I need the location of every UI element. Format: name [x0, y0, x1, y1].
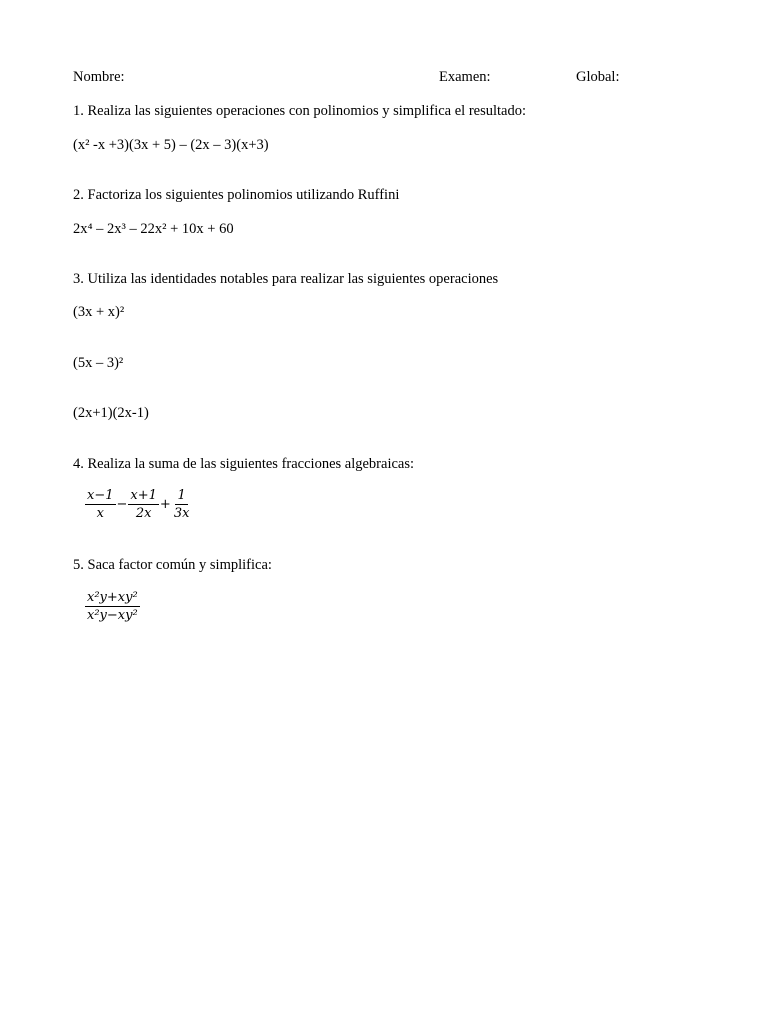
question-5-fraction: [85, 591, 140, 622]
question-1-prompt: 1. Realiza las siguientes operaciones con polinomios y simplifica el resultado:: [73, 103, 527, 119]
fraction-1: [85, 489, 116, 520]
question-3-prompt: 3. Utiliza las identidades notables para realizar las siguientes operaciones: [73, 271, 499, 287]
fraction-1-numerator: x−1: [87, 488, 114, 503]
fraction-3: [172, 489, 192, 520]
examen-label: Examen:: [439, 69, 491, 85]
question-3-expression-b: (5x – 3)²: [73, 355, 124, 371]
global-label: Global:: [576, 69, 620, 85]
question-4-prompt: 4. Realiza la suma de las siguientes fracciones algebraicas:: [73, 456, 415, 472]
minus-operator: −: [116, 497, 128, 513]
fraction-3-numerator: 1: [177, 488, 186, 503]
nombre-label: Nombre:: [73, 69, 125, 85]
question-4-fraction-sum: [85, 489, 191, 520]
question-5-prompt: 5. Saca factor común y simplifica:: [73, 557, 272, 573]
fraction-3-denominator: 3x: [173, 505, 190, 521]
question-1-expression: (x² -x +3)(3x + 5) – (2x – 3)(x+3): [73, 137, 269, 153]
fraction-2-denominator: 2x: [135, 505, 152, 521]
question-3-expression-c: (2x+1)(2x-1): [73, 405, 149, 421]
question-3-expression-a: (3x + x)²: [73, 304, 125, 320]
plus-operator: +: [159, 497, 171, 513]
fraction-2: [128, 489, 159, 520]
fraction-main-denominator: x²y−xy²: [87, 607, 138, 623]
fraction-2-numerator: x+1: [130, 488, 157, 503]
fraction-main: [85, 591, 140, 622]
fraction-1-denominator: x: [96, 505, 104, 521]
fraction-main-numerator: x²y+xy²: [87, 590, 138, 605]
question-2-expression: 2x⁴ – 2x³ – 22x² + 10x + 60: [73, 221, 234, 237]
question-2-prompt: 2. Factoriza los siguientes polinomios utilizando Ruffini: [73, 187, 400, 203]
